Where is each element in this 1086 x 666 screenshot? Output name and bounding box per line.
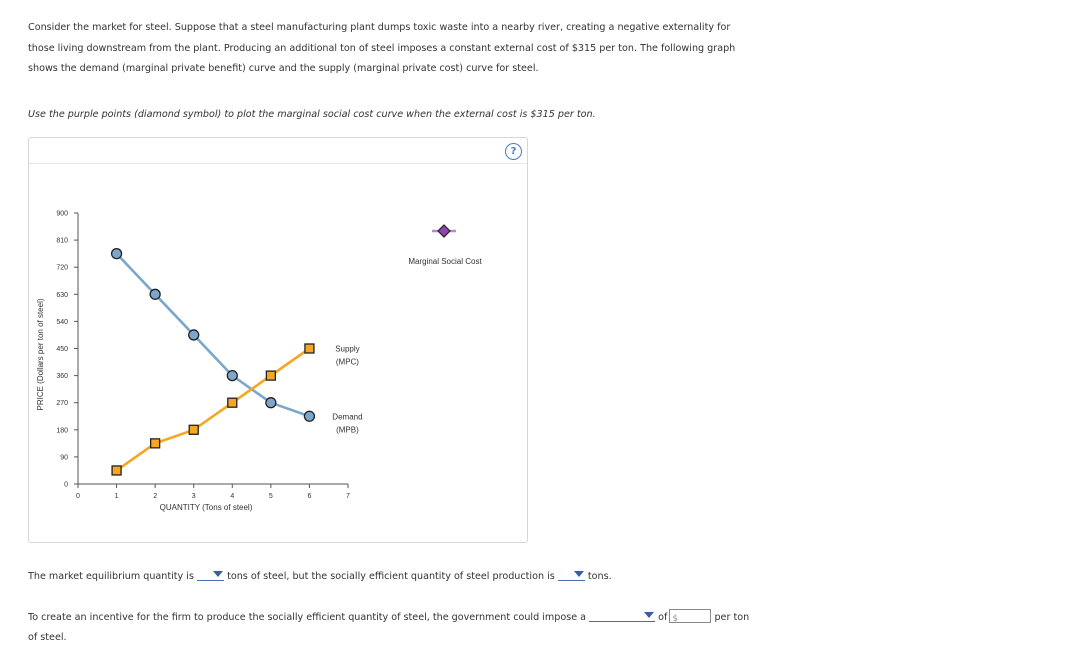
y-tick-label: 720: [56, 264, 68, 272]
socially-efficient-quantity-dropdown[interactable]: [558, 568, 585, 581]
y-tick-label: 900: [56, 210, 68, 218]
q1-suffix: tons.: [587, 571, 612, 582]
supply-point: [151, 439, 160, 448]
chevron-down-icon: [213, 571, 223, 577]
x-tick-label: 0: [76, 493, 80, 500]
y-tick-label: 270: [56, 400, 68, 408]
graph-curves: [112, 249, 363, 475]
q2-prefix: To create an incentive for the firm to produce the socially efficient quantity of steel, the government could impose a: [28, 612, 587, 623]
supply-curve-label: (MPC): [335, 357, 359, 367]
help-icon[interactable]: ?: [505, 143, 522, 160]
x-tick-label: 1: [114, 493, 119, 500]
supply-point: [189, 425, 198, 434]
y-tick-label: 450: [56, 346, 68, 353]
demand-point: [227, 371, 237, 381]
x-tick-label: 7: [346, 493, 350, 500]
y-axis-label: PRICE (Dollars per ton of steel): [36, 298, 45, 411]
policy-amount-input[interactable]: [669, 609, 711, 623]
q2-of-label: of: [658, 612, 668, 623]
intro-line-3: shows the demand (marginal private benefit) curve and the supply (marginal private cost) curve for steel.: [28, 63, 539, 74]
y-tick-label: 180: [56, 427, 68, 435]
y-tick-label: 540: [56, 318, 68, 326]
y-tick-label: 0: [64, 481, 68, 489]
msc-tool[interactable]: [432, 225, 456, 237]
x-tick-label: 4: [230, 493, 235, 500]
x-axis-label: QUANTITY (Tons of steel): [159, 503, 253, 512]
supply-point: [305, 344, 314, 353]
x-tick-label: 3: [191, 493, 196, 500]
msc-diamond-icon[interactable]: [438, 225, 450, 237]
supply-curve-line: [117, 349, 310, 471]
y-tick-label: 630: [56, 291, 68, 299]
intro-line-1: Consider the market for steel. Suppose that a steel manufacturing plant dumps toxic waste into a nearby river, creating a negative externality for: [28, 22, 731, 33]
graph-panel: [28, 137, 528, 543]
intro-line-2: those living downstream from the plant. Producing an additional ton of steel imposes a constant external cost of $315 per ton. The following graph: [28, 42, 736, 54]
currency-symbol: $: [672, 614, 679, 624]
q2-line-2: of steel.: [28, 632, 67, 643]
question-1: [28, 568, 612, 582]
graph-instruction: Use the purple points (diamond symbol) to plot the marginal social cost curve when the external cost is $315 per ton.: [28, 109, 596, 120]
q1-middle: tons of steel, but the socially efficient quantity of steel production is: [227, 571, 555, 582]
y-tick-label: 360: [56, 373, 68, 381]
y-tick-label: 90: [60, 454, 68, 462]
demand-curve-label: (MPB): [336, 425, 359, 435]
x-tick-label: 2: [153, 493, 158, 500]
msc-tool-label: Marginal Social Cost: [408, 257, 482, 266]
y-tick-label: 810: [56, 237, 68, 245]
demand-curve-line: [117, 254, 310, 417]
supply-point: [228, 398, 237, 407]
graph-axes: [56, 211, 350, 501]
demand-point: [189, 330, 199, 340]
question-2: [28, 608, 749, 648]
demand-point: [150, 289, 160, 299]
demand-point: [112, 249, 122, 259]
policy-type-dropdown[interactable]: [589, 609, 655, 622]
x-tick-label: 5: [268, 493, 273, 500]
supply-point: [112, 466, 121, 475]
supply-point: [266, 371, 275, 380]
supply-demand-graph: [29, 138, 527, 542]
chevron-down-icon: [574, 571, 584, 577]
demand-curve-label: Demand: [332, 412, 363, 422]
x-tick-label: 6: [307, 493, 312, 500]
chevron-down-icon: [644, 612, 654, 618]
market-equilibrium-quantity-dropdown[interactable]: [197, 568, 224, 581]
supply-curve-label: Supply: [335, 344, 360, 354]
demand-point: [304, 411, 314, 421]
q2-suffix: per ton: [714, 612, 750, 623]
problem-intro: [28, 18, 788, 80]
demand-point: [266, 398, 276, 408]
q1-prefix: The market equilibrium quantity is: [28, 571, 194, 582]
